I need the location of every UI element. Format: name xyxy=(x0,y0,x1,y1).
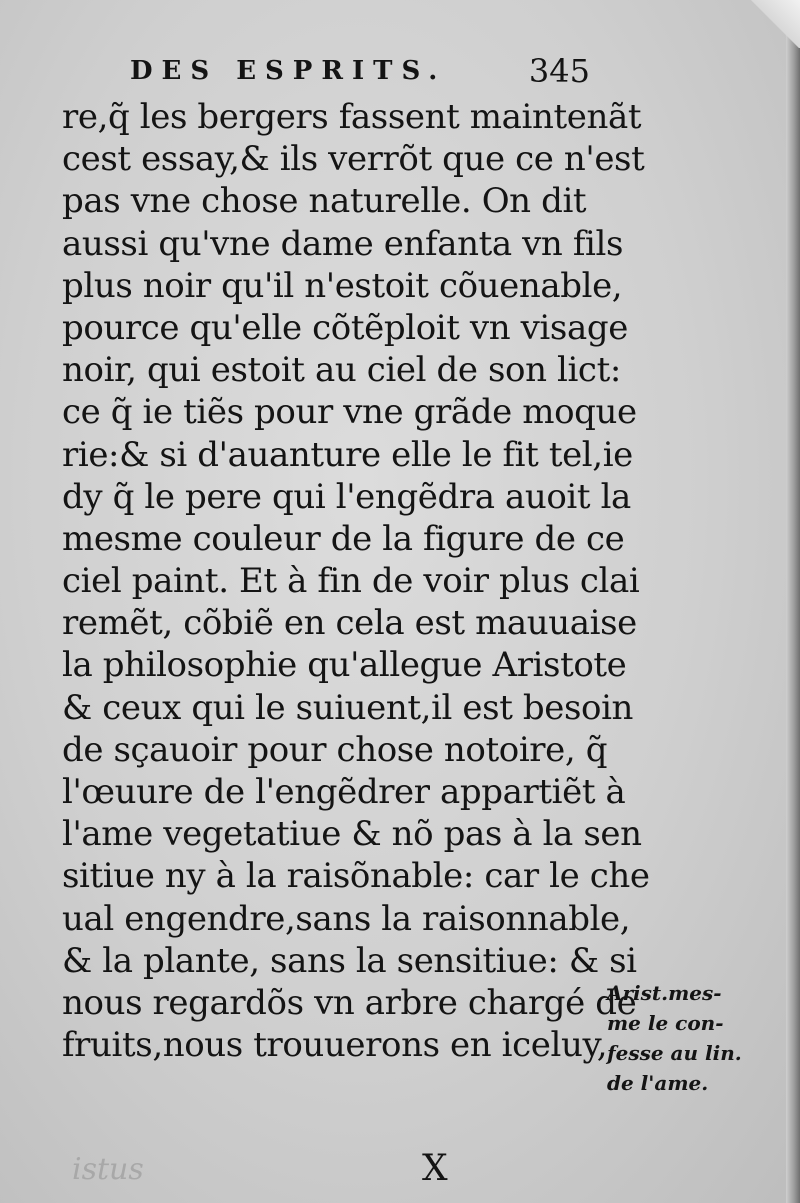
marginal-note xyxy=(607,978,792,1098)
marginal-note-line: Arist.mes- xyxy=(607,981,722,1005)
text-line: & la plante, sans la sensitiue: & si xyxy=(62,940,637,981)
bleed-through-text: istus xyxy=(72,1152,144,1187)
text-line: rie:& si d'auanture elle le fit tel,ie xyxy=(62,434,633,475)
text-line: mesme couleur de la figure de ce xyxy=(62,518,625,559)
text-line: aussi qu'vne dame enfanta vn fils xyxy=(62,223,623,264)
text-line: plus noir qu'il n'estoit cõuenable, xyxy=(62,265,623,306)
text-line: dy q̃ le pere qui l'engẽdra auoit la xyxy=(62,476,631,517)
text-line: re,q̃ les bergers fassent maintenãt xyxy=(62,97,642,137)
page-corner-fold xyxy=(740,0,800,48)
text-line: de sçauoir pour chose notoire, q̃ xyxy=(62,729,608,770)
text-line: cest essay,& ils verrõt que ce n'est xyxy=(62,139,645,180)
text-line: noir, qui estoit au ciel de son lict: xyxy=(62,350,621,391)
text-line: pas vne chose naturelle. On dit xyxy=(62,181,587,222)
marginal-note-line: me le con- xyxy=(607,1011,724,1035)
running-title: DES ESPRITS. xyxy=(130,56,447,86)
marginal-note-line: fesse au lin. xyxy=(607,1041,742,1065)
text-line: sitiue ny à la raisõnable: car le che xyxy=(62,856,650,897)
text-line: remẽt, cõbiẽ en cela est mauuaise xyxy=(62,603,637,644)
marginal-note-line: de l'ame. xyxy=(607,1071,709,1095)
page-header xyxy=(130,52,590,92)
text-line: pource qu'elle cõtẽploit vn visage xyxy=(62,307,628,348)
body-text xyxy=(62,96,650,1066)
page-number: 345 xyxy=(528,52,590,90)
text-line: ual engendre,sans la raisonnable, xyxy=(62,898,631,939)
text-line: la philosophie qu'allegue Aristote xyxy=(62,645,627,686)
signature-mark: X xyxy=(422,1148,448,1189)
text-line: fruits,nous trouuerons en iceluy, xyxy=(62,1025,608,1066)
text-line: l'ame vegetatiue & nõ pas à la sen xyxy=(62,814,642,855)
text-line: l'œuure de l'engẽdrer appartiẽt à xyxy=(62,772,626,812)
text-line: nous regardõs vn arbre chargé de xyxy=(62,982,637,1023)
text-line: & ceux qui le suiuent,il est besoin xyxy=(62,687,634,728)
text-line: ce q̃ ie tiẽs pour vne grãde moque xyxy=(62,392,637,433)
text-line: ciel paint. Et à fin de voir plus clai xyxy=(62,561,640,602)
